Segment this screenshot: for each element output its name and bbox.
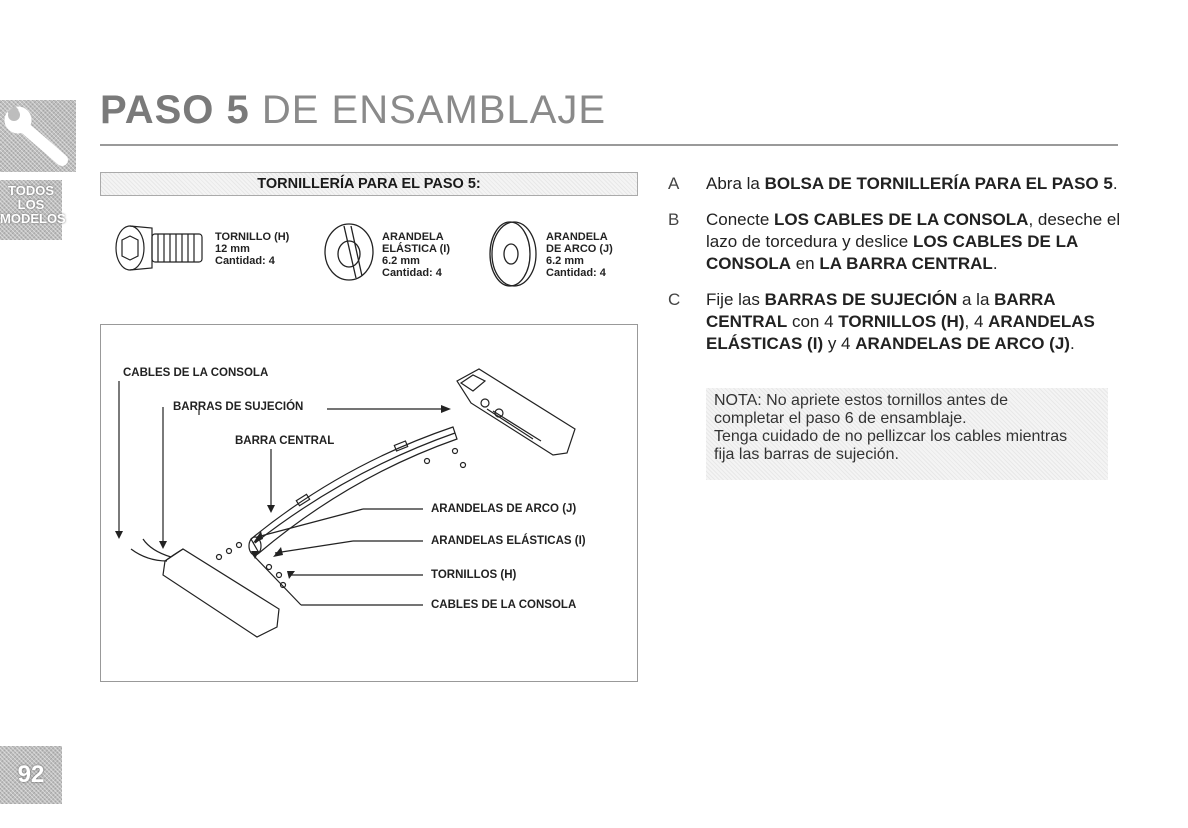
step-a-part-bold: BOLSA DE TORNILLERÍA PARA EL PASO 5	[764, 174, 1113, 193]
note-box	[706, 388, 1108, 480]
arc-washer-icon	[486, 218, 542, 290]
spring-washer-name2: ELÁSTICA (I)	[382, 243, 451, 255]
arc-washer-size: 6.2 mm	[546, 255, 584, 267]
step-b-part: en	[791, 254, 820, 273]
step-b-part: Conecte	[706, 210, 775, 229]
label-support-bars: BARRAS DE SUJECIÓN	[173, 401, 304, 413]
step-c-part: y 4	[823, 334, 856, 353]
models-tab	[0, 180, 66, 240]
step-b-text	[706, 209, 1128, 275]
page-title	[100, 88, 606, 133]
hardware-item-bolt	[215, 231, 289, 267]
label-console-cables-top: CABLES DE LA CONSOLA	[123, 367, 269, 379]
note-line-2: completar el paso 6 de ensamblaje.	[714, 410, 967, 427]
label-console-cables-bottom: CABLES DE LA CONSOLA	[431, 599, 577, 611]
step-b	[668, 209, 1128, 275]
title-divider	[100, 144, 1118, 146]
note-line-1: NOTA: No apriete estos tornillos antes de	[714, 392, 1009, 409]
step-a-letter: A	[668, 174, 680, 193]
bolt-qty: Cantidad: 4	[215, 255, 275, 267]
step-b-part-bold: LOS CABLES DE LA CONSOLA	[706, 232, 1078, 273]
spring-washer-qty: Cantidad: 4	[382, 267, 442, 279]
step-c-part-bold: BARRAS DE SUJECIÓN	[764, 290, 958, 309]
note-line-4: fija las barras de sujeción.	[714, 446, 899, 463]
arc-washer-qty: Cantidad: 4	[546, 267, 606, 279]
step-c-part-bold: TORNILLOS (H)	[838, 312, 965, 331]
step-c-part-bold: ARANDELAS ELÁSTICAS (I)	[706, 312, 1095, 353]
assembly-diagram	[100, 324, 638, 682]
bolt-icon	[108, 222, 212, 274]
step-a-part: Abra la	[706, 174, 765, 193]
bolt-size: 12 mm	[215, 243, 250, 255]
step-c-part: Fije las	[706, 290, 765, 309]
step-c-part-bold: ARANDELAS DE ARCO (J)	[855, 334, 1070, 353]
label-arc-washers: ARANDELAS DE ARCO (J)	[431, 503, 577, 515]
step-b-part: , deseche el lazo de torcedura y deslice	[706, 210, 1121, 251]
step-b-part-bold: LOS CABLES DE LA CONSOLA	[774, 210, 1029, 229]
spring-washer-name: ARANDELA	[382, 231, 444, 243]
step-b-part: .	[992, 254, 998, 273]
models-tab-line-3: MODELOS	[0, 211, 66, 226]
step-c-part: , 4	[964, 312, 989, 331]
models-tab-line-2: LOS	[17, 197, 45, 212]
hardware-item-spring-washer	[382, 231, 450, 279]
arc-washer-name2: DE ARCO (J)	[546, 243, 613, 255]
step-a-text	[706, 173, 1128, 195]
wrench-icon	[0, 100, 76, 172]
label-spring-washers: ARANDELAS ELÁSTICAS (I)	[431, 535, 586, 547]
page-title-bold: PASO 5	[100, 88, 250, 132]
label-bolts: TORNILLOS (H)	[431, 569, 517, 581]
step-c-part-bold: BARRA CENTRAL	[706, 290, 1055, 331]
step-c-text	[706, 289, 1128, 355]
label-center-bar: BARRA CENTRAL	[235, 435, 335, 447]
step-a-part: .	[1112, 174, 1118, 193]
spring-washer-icon	[320, 220, 378, 284]
bolt-name: TORNILLO (H)	[215, 231, 290, 243]
models-tab-line-1: TODOS	[8, 183, 54, 198]
step-b-part-bold: LA BARRA CENTRAL	[819, 254, 993, 273]
wrench-tab	[0, 100, 76, 172]
step-c-part: .	[1069, 334, 1075, 353]
hardware-header: TORNILLERÍA PARA EL PASO 5:	[100, 172, 638, 196]
note-line-3: Tenga cuidado de no pellizcar los cables mientras	[714, 428, 1068, 445]
step-a	[668, 173, 1128, 195]
arc-washer-name: ARANDELA	[546, 231, 608, 243]
spring-washer-size: 6.2 mm	[382, 255, 420, 267]
step-b-letter: B	[668, 210, 680, 229]
hardware-item-arc-washer	[546, 231, 613, 279]
step-c	[668, 289, 1128, 355]
step-c-letter: C	[668, 290, 681, 309]
page-title-rest: DE ENSAMBLAJE	[249, 88, 607, 132]
step-c-part: a la	[957, 290, 995, 309]
page-number: 92	[0, 746, 62, 804]
step-c-part: con 4	[787, 312, 839, 331]
